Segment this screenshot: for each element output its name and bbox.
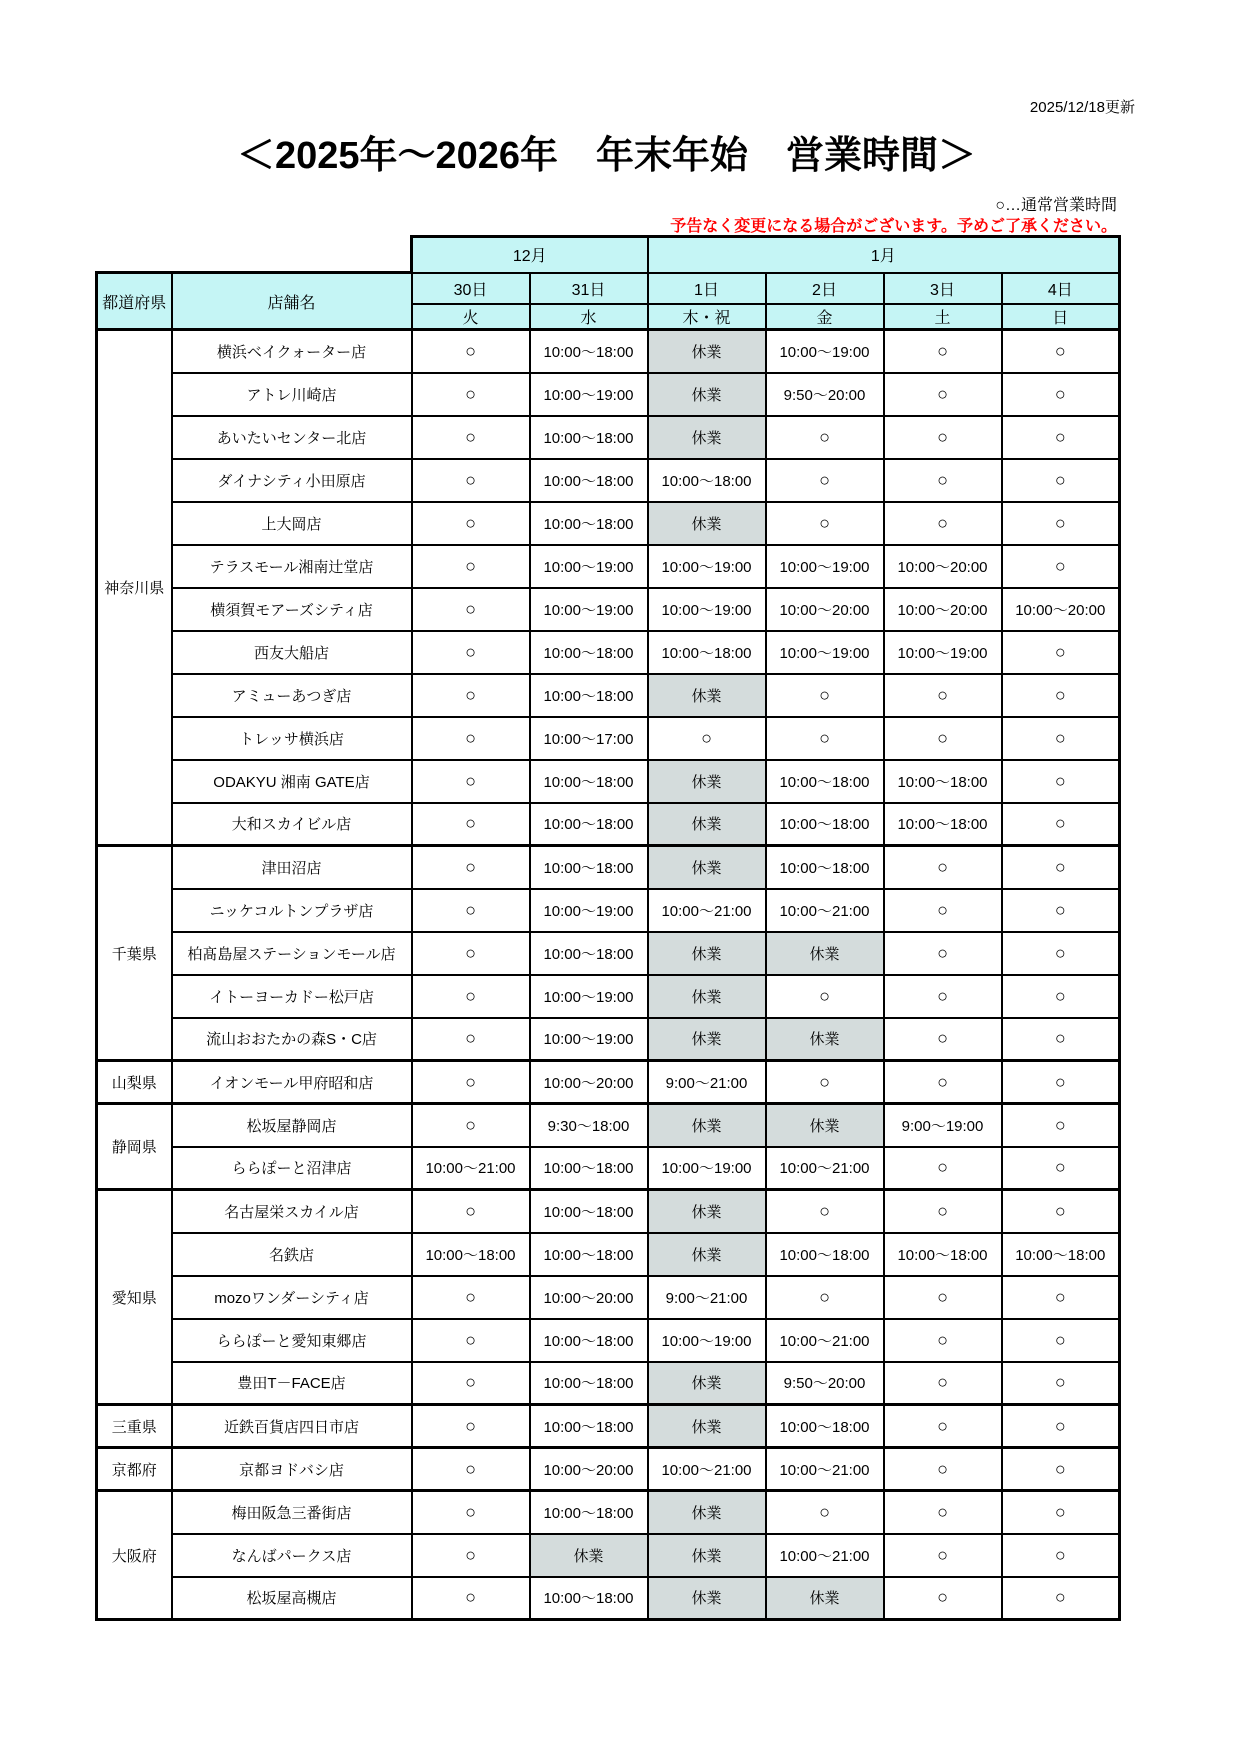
table-row <box>97 631 1120 674</box>
table-row <box>97 975 1120 1018</box>
hours-cell: 10:00～18:00 <box>530 760 648 803</box>
hours-cell: 10:00～19:00 <box>648 1147 766 1190</box>
store-name-cell: 横須賀モアーズシティ店 <box>172 588 412 631</box>
table-row <box>97 1534 1120 1577</box>
day-of-week-header: 火 <box>412 304 530 330</box>
closed-cell: 休業 <box>766 1018 884 1061</box>
hours-cell: 10:00～19:00 <box>530 373 648 416</box>
store-name-cell: テラスモール湘南辻堂店 <box>172 545 412 588</box>
hours-cell: 10:00～18:00 <box>766 760 884 803</box>
hours-cell: ○ <box>766 416 884 459</box>
hours-table <box>95 235 1121 1621</box>
closed-cell: 休業 <box>648 975 766 1018</box>
date-header: 2日 <box>766 273 884 304</box>
hours-cell: ○ <box>412 975 530 1018</box>
hours-cell: ○ <box>412 1061 530 1104</box>
hours-cell: 10:00～19:00 <box>884 631 1002 674</box>
hours-cell: 10:00～21:00 <box>766 1147 884 1190</box>
closed-cell: 休業 <box>648 1233 766 1276</box>
store-name-cell: イトーヨーカドー松戸店 <box>172 975 412 1018</box>
store-name-cell: 西友大船店 <box>172 631 412 674</box>
closed-cell: 休業 <box>648 803 766 846</box>
store-name-cell: ダイナシティ小田原店 <box>172 459 412 502</box>
hours-cell: ○ <box>884 932 1002 975</box>
prefecture-column-header: 都道府県 <box>97 273 172 330</box>
hours-cell: ○ <box>766 975 884 1018</box>
hours-cell: ○ <box>412 631 530 674</box>
hours-cell: ○ <box>412 1362 530 1405</box>
day-of-week-header: 金 <box>766 304 884 330</box>
hours-cell: ○ <box>884 846 1002 889</box>
table-row <box>97 1448 1120 1491</box>
hours-cell: ○ <box>1002 674 1120 717</box>
table-row <box>97 1104 1120 1147</box>
hours-cell: ○ <box>1002 1061 1120 1104</box>
hours-cell: ○ <box>1002 1018 1120 1061</box>
hours-cell: ○ <box>884 330 1002 373</box>
hours-cell: ○ <box>766 674 884 717</box>
month-header: 1月 <box>648 237 1120 273</box>
hours-cell: 10:00～21:00 <box>648 889 766 932</box>
hours-cell: ○ <box>412 1104 530 1147</box>
hours-cell: 10:00～18:00 <box>530 502 648 545</box>
hours-cell: ○ <box>412 803 530 846</box>
hours-cell: ○ <box>1002 803 1120 846</box>
store-name-cell: ODAKYU 湘南 GATE店 <box>172 760 412 803</box>
table-row <box>97 1276 1120 1319</box>
hours-cell: ○ <box>766 1061 884 1104</box>
hours-cell: 10:00～19:00 <box>766 631 884 674</box>
hours-cell: ○ <box>412 330 530 373</box>
hours-cell: ○ <box>412 1534 530 1577</box>
hours-cell: ○ <box>412 545 530 588</box>
hours-cell: ○ <box>412 846 530 889</box>
hours-cell: ○ <box>1002 416 1120 459</box>
store-name-cell: ららぽーと愛知東郷店 <box>172 1319 412 1362</box>
hours-cell: 10:00～20:00 <box>766 588 884 631</box>
table-row <box>97 674 1120 717</box>
hours-cell: 10:00～18:00 <box>648 459 766 502</box>
hours-cell: 10:00～19:00 <box>530 975 648 1018</box>
updated-date: 2025/12/18更新 <box>1029 99 1135 116</box>
table-row <box>97 1147 1120 1190</box>
closed-cell: 休業 <box>648 1405 766 1448</box>
hours-cell: ○ <box>412 1018 530 1061</box>
hours-cell: 10:00～21:00 <box>412 1147 530 1190</box>
hours-cell: 9:00～21:00 <box>648 1276 766 1319</box>
hours-cell: ○ <box>766 717 884 760</box>
closed-cell: 休業 <box>648 1577 766 1620</box>
hours-cell: ○ <box>412 459 530 502</box>
hours-cell: 10:00～18:00 <box>1002 1233 1120 1276</box>
store-name-cell: 柏髙島屋ステーションモール店 <box>172 932 412 975</box>
hours-cell: 10:00～21:00 <box>766 1448 884 1491</box>
store-name-cell: 京都ヨドバシ店 <box>172 1448 412 1491</box>
hours-cell: ○ <box>766 502 884 545</box>
hours-cell: ○ <box>412 1577 530 1620</box>
hours-cell: 10:00～18:00 <box>884 760 1002 803</box>
notice-text: 予告なく変更になる場合がございます。予めご了承ください。 <box>670 218 1117 235</box>
store-name-cell: 上大岡店 <box>172 502 412 545</box>
store-name-cell: 名鉄店 <box>172 1233 412 1276</box>
prefecture-cell: 愛知県 <box>97 1190 172 1405</box>
table-row <box>97 889 1120 932</box>
date-header: 4日 <box>1002 273 1120 304</box>
hours-cell: ○ <box>884 975 1002 1018</box>
prefecture-cell: 山梨県 <box>97 1061 172 1104</box>
hours-cell: 10:00～18:00 <box>530 1190 648 1233</box>
date-header: 30日 <box>412 273 530 304</box>
hours-cell: ○ <box>648 717 766 760</box>
closed-cell: 休業 <box>530 1534 648 1577</box>
hours-cell: 10:00～18:00 <box>530 631 648 674</box>
closed-cell: 休業 <box>648 416 766 459</box>
hours-cell: 10:00～18:00 <box>648 631 766 674</box>
store-name-cell: 大和スカイビル店 <box>172 803 412 846</box>
store-name-cell: 近鉄百貨店四日市店 <box>172 1405 412 1448</box>
table-row <box>97 846 1120 889</box>
hours-cell: ○ <box>884 373 1002 416</box>
hours-cell: 10:00～19:00 <box>530 545 648 588</box>
table-row <box>97 717 1120 760</box>
store-name-cell: なんばパークス店 <box>172 1534 412 1577</box>
day-of-week-header: 土 <box>884 304 1002 330</box>
prefecture-cell: 神奈川県 <box>97 330 172 846</box>
header-spacer <box>97 237 412 273</box>
store-name-cell: ニッケコルトンプラザ店 <box>172 889 412 932</box>
hours-cell: 10:00～18:00 <box>766 846 884 889</box>
hours-cell: 10:00～18:00 <box>530 1405 648 1448</box>
hours-cell: ○ <box>884 1190 1002 1233</box>
store-name-cell: アミューあつぎ店 <box>172 674 412 717</box>
hours-cell: ○ <box>412 502 530 545</box>
hours-cell: 10:00～18:00 <box>530 1362 648 1405</box>
hours-cell: 10:00～18:00 <box>530 330 648 373</box>
table-row <box>97 1577 1120 1620</box>
hours-cell: 10:00～17:00 <box>530 717 648 760</box>
store-name-cell: 横浜ベイクォーター店 <box>172 330 412 373</box>
store-name-cell: アトレ川崎店 <box>172 373 412 416</box>
store-name-cell: 松坂屋静岡店 <box>172 1104 412 1147</box>
hours-cell: 10:00～18:00 <box>530 803 648 846</box>
table-row <box>97 1491 1120 1534</box>
hours-cell: ○ <box>884 1147 1002 1190</box>
hours-cell: 10:00～18:00 <box>766 1405 884 1448</box>
store-name-cell: 豊田T－FACE店 <box>172 1362 412 1405</box>
hours-cell: ○ <box>884 889 1002 932</box>
table-row <box>97 1319 1120 1362</box>
hours-cell: ○ <box>412 1491 530 1534</box>
closed-cell: 休業 <box>648 1491 766 1534</box>
hours-cell: ○ <box>1002 545 1120 588</box>
hours-cell: 10:00～18:00 <box>530 459 648 502</box>
legend-normal-hours: ○…通常営業時間 <box>995 197 1117 214</box>
hours-cell: 10:00～19:00 <box>530 588 648 631</box>
table-row <box>97 1405 1120 1448</box>
store-name-cell: 流山おおたかの森S・C店 <box>172 1018 412 1061</box>
closed-cell: 休業 <box>766 1577 884 1620</box>
table-row <box>97 760 1120 803</box>
hours-cell: 9:50～20:00 <box>766 1362 884 1405</box>
store-name-cell: あいたいセンター北店 <box>172 416 412 459</box>
store-name-cell: 津田沼店 <box>172 846 412 889</box>
hours-cell: ○ <box>1002 1448 1120 1491</box>
hours-cell: ○ <box>1002 846 1120 889</box>
hours-cell: 10:00～21:00 <box>648 1448 766 1491</box>
hours-table-body <box>97 330 1120 1620</box>
hours-cell: 10:00～18:00 <box>530 416 648 459</box>
closed-cell: 休業 <box>648 330 766 373</box>
hours-cell: 10:00～18:00 <box>530 1147 648 1190</box>
hours-cell: ○ <box>1002 760 1120 803</box>
hours-cell: 10:00～18:00 <box>530 846 648 889</box>
hours-cell: ○ <box>1002 889 1120 932</box>
hours-cell: ○ <box>1002 1190 1120 1233</box>
store-name-cell: mozoワンダーシティ店 <box>172 1276 412 1319</box>
day-of-week-header: 水 <box>530 304 648 330</box>
day-of-week-header: 日 <box>1002 304 1120 330</box>
hours-cell: ○ <box>1002 1534 1120 1577</box>
page-title: ＜2025年～2026年 年末年始 営業時間＞ <box>236 135 977 177</box>
hours-cell: ○ <box>412 889 530 932</box>
hours-cell: 9:50～20:00 <box>766 373 884 416</box>
table-row <box>97 1362 1120 1405</box>
hours-cell: ○ <box>884 502 1002 545</box>
prefecture-cell: 大阪府 <box>97 1491 172 1620</box>
hours-cell: ○ <box>884 1491 1002 1534</box>
table-row <box>97 1018 1120 1061</box>
hours-cell: ○ <box>884 416 1002 459</box>
hours-cell: ○ <box>1002 1276 1120 1319</box>
closed-cell: 休業 <box>648 932 766 975</box>
table-row <box>97 373 1120 416</box>
hours-cell: ○ <box>1002 1147 1120 1190</box>
hours-cell: 10:00～18:00 <box>412 1233 530 1276</box>
hours-cell: ○ <box>1002 459 1120 502</box>
hours-cell: 10:00～19:00 <box>766 545 884 588</box>
hours-cell: 10:00～19:00 <box>766 330 884 373</box>
hours-cell: ○ <box>884 1018 1002 1061</box>
closed-cell: 休業 <box>648 1104 766 1147</box>
hours-cell: ○ <box>766 1276 884 1319</box>
closed-cell: 休業 <box>648 846 766 889</box>
hours-cell: 10:00～19:00 <box>648 588 766 631</box>
hours-cell: ○ <box>1002 1104 1120 1147</box>
hours-cell: ○ <box>884 1319 1002 1362</box>
hours-cell: ○ <box>1002 1491 1120 1534</box>
hours-cell: ○ <box>1002 502 1120 545</box>
hours-cell: ○ <box>412 1405 530 1448</box>
hours-cell: ○ <box>1002 1362 1120 1405</box>
table-row <box>97 1233 1120 1276</box>
hours-cell: 9:30～18:00 <box>530 1104 648 1147</box>
month-header: 12月 <box>412 237 648 273</box>
hours-cell: ○ <box>412 674 530 717</box>
closed-cell: 休業 <box>766 932 884 975</box>
day-of-week-header: 木・祝 <box>648 304 766 330</box>
hours-cell: 10:00～18:00 <box>530 1319 648 1362</box>
store-name-cell: 松坂屋高槻店 <box>172 1577 412 1620</box>
closed-cell: 休業 <box>648 1534 766 1577</box>
hours-cell: ○ <box>884 674 1002 717</box>
hours-cell: 10:00～18:00 <box>530 1491 648 1534</box>
table-row <box>97 932 1120 975</box>
hours-cell: 10:00～20:00 <box>530 1276 648 1319</box>
closed-cell: 休業 <box>648 674 766 717</box>
closed-cell: 休業 <box>648 373 766 416</box>
date-header: 31日 <box>530 273 648 304</box>
hours-cell: 10:00～21:00 <box>766 889 884 932</box>
prefecture-cell: 京都府 <box>97 1448 172 1491</box>
hours-cell: ○ <box>766 1491 884 1534</box>
hours-cell: 10:00～18:00 <box>884 803 1002 846</box>
hours-cell: 10:00～19:00 <box>648 545 766 588</box>
hours-cell: ○ <box>412 373 530 416</box>
closed-cell: 休業 <box>648 502 766 545</box>
hours-cell: ○ <box>766 459 884 502</box>
hours-cell: 10:00～21:00 <box>766 1534 884 1577</box>
table-row <box>97 330 1120 373</box>
hours-cell: ○ <box>412 416 530 459</box>
hours-cell: ○ <box>884 1448 1002 1491</box>
hours-cell: ○ <box>1002 975 1120 1018</box>
hours-cell: ○ <box>1002 717 1120 760</box>
hours-cell: ○ <box>1002 1577 1120 1620</box>
hours-cell: 10:00～20:00 <box>1002 588 1120 631</box>
hours-cell: 10:00～18:00 <box>530 932 648 975</box>
hours-cell: 10:00～19:00 <box>530 889 648 932</box>
prefecture-cell: 静岡県 <box>97 1104 172 1190</box>
hours-cell: ○ <box>884 1577 1002 1620</box>
prefecture-cell: 三重県 <box>97 1405 172 1448</box>
hours-cell: ○ <box>412 588 530 631</box>
table-row <box>97 1061 1120 1104</box>
closed-cell: 休業 <box>648 1018 766 1061</box>
table-row <box>97 545 1120 588</box>
hours-cell: 10:00～20:00 <box>530 1448 648 1491</box>
table-row <box>97 459 1120 502</box>
store-name-cell: 名古屋栄スカイル店 <box>172 1190 412 1233</box>
closed-cell: 休業 <box>766 1104 884 1147</box>
hours-cell: ○ <box>412 717 530 760</box>
hours-cell: ○ <box>412 1319 530 1362</box>
store-name-cell: ららぽーと沼津店 <box>172 1147 412 1190</box>
hours-cell: 10:00～19:00 <box>648 1319 766 1362</box>
hours-cell: 9:00～19:00 <box>884 1104 1002 1147</box>
hours-table-head <box>97 237 1120 330</box>
hours-cell: 10:00～21:00 <box>766 1319 884 1362</box>
hours-cell: ○ <box>1002 932 1120 975</box>
store-column-header: 店舗名 <box>172 273 412 330</box>
hours-cell: ○ <box>884 717 1002 760</box>
store-name-cell: 梅田阪急三番街店 <box>172 1491 412 1534</box>
table-row <box>97 416 1120 459</box>
hours-cell: ○ <box>412 932 530 975</box>
table-row <box>97 803 1120 846</box>
hours-cell: ○ <box>1002 631 1120 674</box>
hours-cell: 10:00～18:00 <box>884 1233 1002 1276</box>
hours-cell: 9:00～21:00 <box>648 1061 766 1104</box>
hours-cell: ○ <box>884 1534 1002 1577</box>
store-name-cell: イオンモール甲府昭和店 <box>172 1061 412 1104</box>
hours-cell: ○ <box>1002 1405 1120 1448</box>
hours-cell: ○ <box>412 1448 530 1491</box>
hours-cell: 10:00～19:00 <box>530 1018 648 1061</box>
date-header: 3日 <box>884 273 1002 304</box>
hours-cell: 10:00～18:00 <box>530 1577 648 1620</box>
hours-cell: ○ <box>884 1405 1002 1448</box>
closed-cell: 休業 <box>648 1190 766 1233</box>
hours-cell: ○ <box>1002 1319 1120 1362</box>
hours-cell: 10:00～20:00 <box>530 1061 648 1104</box>
hours-cell: 10:00～20:00 <box>884 588 1002 631</box>
hours-cell: ○ <box>884 1362 1002 1405</box>
hours-cell: ○ <box>1002 373 1120 416</box>
closed-cell: 休業 <box>648 1362 766 1405</box>
hours-cell: ○ <box>412 1190 530 1233</box>
hours-cell: ○ <box>412 1276 530 1319</box>
hours-cell: ○ <box>884 459 1002 502</box>
hours-cell: 10:00～20:00 <box>884 545 1002 588</box>
hours-cell: ○ <box>884 1061 1002 1104</box>
hours-cell: 10:00～18:00 <box>766 803 884 846</box>
closed-cell: 休業 <box>648 760 766 803</box>
hours-cell: ○ <box>412 760 530 803</box>
table-row <box>97 588 1120 631</box>
hours-cell: 10:00～18:00 <box>766 1233 884 1276</box>
hours-cell: ○ <box>1002 330 1120 373</box>
prefecture-cell: 千葉県 <box>97 846 172 1061</box>
table-row <box>97 502 1120 545</box>
hours-cell: ○ <box>884 1276 1002 1319</box>
table-row <box>97 1190 1120 1233</box>
hours-cell: ○ <box>766 1190 884 1233</box>
hours-cell: 10:00～18:00 <box>530 674 648 717</box>
hours-cell: 10:00～18:00 <box>530 1233 648 1276</box>
date-header: 1日 <box>648 273 766 304</box>
store-name-cell: トレッサ横浜店 <box>172 717 412 760</box>
